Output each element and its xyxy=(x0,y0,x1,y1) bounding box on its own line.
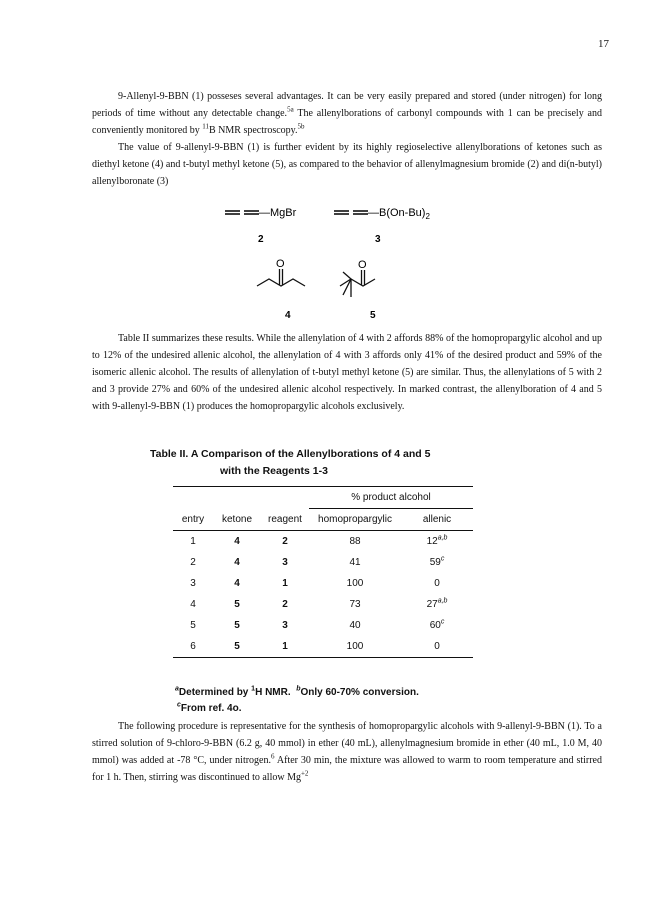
cell-allenic: 0 xyxy=(434,578,440,589)
cell-entry: 3 xyxy=(190,578,196,589)
cell-ketone: 4 xyxy=(234,578,240,589)
structure-5-label: 5 xyxy=(370,310,376,320)
table-group-header-row xyxy=(173,487,473,509)
footnote-line-1: $^a$Determined by $^1$H NMR. $^b$Only 60-70% conversion. xyxy=(175,685,419,698)
structure-2-label: 2 xyxy=(258,234,264,245)
cell-entry: 4 xyxy=(190,599,196,610)
cell-entry: 5 xyxy=(190,620,196,631)
cell-entry: 1 xyxy=(190,536,196,547)
structure-5-oxygen: O xyxy=(358,259,367,271)
col-header-allenic: allenic xyxy=(401,509,473,531)
cell-ketone: 5 xyxy=(234,599,240,610)
comparison-table xyxy=(173,486,473,658)
structure-4-oxygen: O xyxy=(276,258,285,270)
cell-reagent: 2 xyxy=(282,536,288,547)
cell-reagent: 3 xyxy=(282,620,288,631)
allene-2-bonds xyxy=(225,211,259,214)
intro-text xyxy=(92,88,602,190)
paragraph-2: The value of 9-allenyl-9-BBN (1) is further evident by its highly regioselective allenylborations of ketones such as diethyl ketone (4) and t-butyl methyl ketone (5), as compared to the behavior of allenylmagnesium bromide (2) and di(n-butyl) allenylboronate (3) xyxy=(92,142,602,187)
cell-reagent: 1 xyxy=(282,578,288,589)
ketone-4-skeleton xyxy=(257,269,305,286)
table-title-line-1: Table II. A Comparison of the Allenylborations of 4 and 5 xyxy=(150,448,431,460)
cell-reagent: 2 xyxy=(282,599,288,610)
cell-homopropargylic: 100 xyxy=(346,578,364,589)
table-title xyxy=(150,446,530,480)
table-footnotes xyxy=(175,685,419,717)
cell-entry: 6 xyxy=(173,636,213,658)
paragraph-1: 9-Allenyl-9-BBN (1) posseses several advantages. It can be very easily prepared and stored (under nitrogen) for long periods of time without any detectable change.$^{5a}$ The allenylborations of carbonyl compounds with 1 can be precisely and conveniently monitored by $^{11}$B NMR spectroscopy.$^{5b}$ xyxy=(92,91,602,136)
results-text xyxy=(92,330,602,415)
ketone-5-skeleton xyxy=(340,270,375,297)
cell-allenic: 0 xyxy=(401,636,473,658)
cell-ketone: 4 xyxy=(234,557,240,568)
table-row xyxy=(173,594,473,615)
cell-entry: 2 xyxy=(190,557,196,568)
col-header-entry: entry xyxy=(173,509,213,531)
page-number: 17 xyxy=(598,38,609,50)
table-row xyxy=(173,531,473,553)
structure-4-label: 4 xyxy=(285,310,291,320)
structure-3-formula: $—B(On-Bu)_2$ xyxy=(368,207,430,221)
cell-ketone: 4 xyxy=(234,536,240,547)
table-row xyxy=(173,573,473,594)
cell-reagent: 3 xyxy=(282,557,288,568)
col-header-ketone: ketone xyxy=(213,509,261,531)
cell-homopropargylic: 100 xyxy=(309,636,401,658)
structure-3-label: 3 xyxy=(375,234,381,245)
cell-homopropargylic: 73 xyxy=(349,599,361,610)
cell-ketone: 5 xyxy=(234,620,240,631)
footnote-line-2: $^c$From ref. 4o. xyxy=(177,701,242,714)
procedure-text xyxy=(92,718,602,786)
structure-2-formula: —MgBr xyxy=(259,207,297,219)
col-header-homopropargylic: homopropargylic xyxy=(309,509,401,531)
cell-allenic: 27$^{a,b}$ xyxy=(426,597,448,610)
table-row xyxy=(173,615,473,636)
cell-reagent: 1 xyxy=(261,636,309,658)
paragraph-3: Table II summarizes these results. While the allenylation of 4 with 2 affords 88% of the homopropargylic alcohol and up to 12% of the undesired allenic alcohol, the allenylation of 4 with 3 affords only 41% of the desired product and 59% of the isomeric allenic alcohol. The results of allenylation of t-butyl methyl ketone (5) are similar. Thus, the allenylations of 5 with 2 and 3 provide 27% and 60% of the undesired allenic alcohol respectively. In marked contrast, the allenylboration of 4 and 5 with 9-allenyl-9-BBN (1) produces the homopropargylic alcohols exclusively. xyxy=(92,333,602,412)
table-row xyxy=(173,552,473,573)
group-header-product-alcohol: % product alcohol xyxy=(309,487,473,509)
cell-allenic: 12$^{a,b}$ xyxy=(426,534,448,547)
table-title-line-2: with the Reagents 1-3 xyxy=(220,465,328,477)
cell-allenic: 60$^c$ xyxy=(429,618,445,631)
cell-homopropargylic: 88 xyxy=(349,536,361,547)
cell-homopropargylic: 40 xyxy=(349,620,361,631)
paragraph-4: The following procedure is representative for the synthesis of homopropargylic alcohols with 9-allenyl-9-BBN (1). To a stirred solution of 9-chloro-9-BBN (6.2 g, 40 mmol) in ether (40 mL), allenylmagnesium bromide in ether (40 mL, 1.0 M, 40 mmol) was added at -78 °C, under nitrogen.$^6$ After 30 min, the mixture was allowed to warm to room temperature and stirred for 1 h. Then, stirring was discontinued to allow $Mg^{+2}$ xyxy=(92,721,602,783)
cell-allenic: 59$^c$ xyxy=(429,555,445,568)
allene-3-bonds xyxy=(334,211,368,214)
col-header-reagent: reagent xyxy=(261,509,309,531)
structures-figure xyxy=(0,200,672,320)
cell-homopropargylic: 41 xyxy=(349,557,361,568)
table-row xyxy=(173,636,473,658)
cell-ketone: 5 xyxy=(213,636,261,658)
table-header-row xyxy=(173,509,473,531)
